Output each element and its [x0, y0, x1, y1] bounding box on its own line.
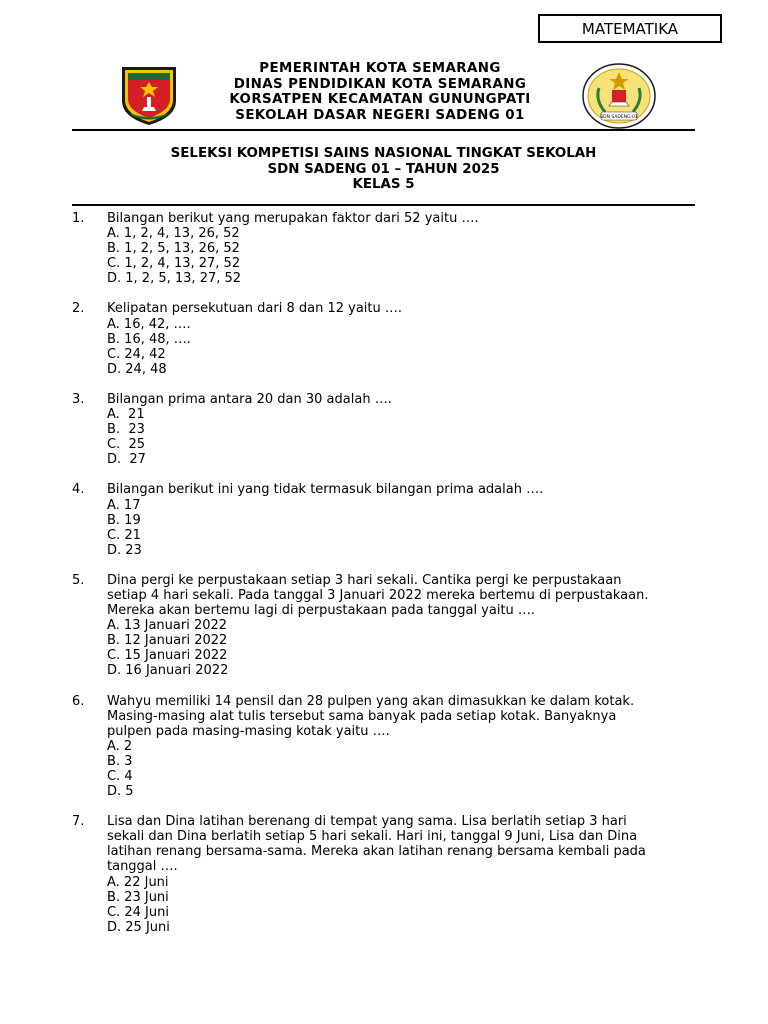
- answer-option: A. 22 Juni: [107, 874, 169, 890]
- answer-option: C. 24, 42: [107, 346, 166, 362]
- answer-option: C. 15 Januari 2022: [107, 648, 228, 664]
- answer-option: D. 16 Januari 2022: [107, 663, 229, 679]
- answer-option: C. 25: [107, 437, 146, 453]
- subject-label: MATEMATIKA: [538, 14, 722, 43]
- exam-title-line-3: KELAS 5: [352, 177, 415, 192]
- letterhead: [180, 61, 580, 123]
- answer-option: A. 13 Januari 2022: [107, 618, 228, 634]
- question-number: 5.: [72, 572, 85, 588]
- letterhead-line-1: PEMERINTAH KOTA SEMARANG: [259, 61, 501, 76]
- semarang-city-emblem-icon: [120, 65, 178, 127]
- exam-title-line-2: SDN SADENG 01 – TAHUN 2025: [267, 161, 500, 177]
- title-divider: [72, 204, 695, 206]
- answer-option: D. 27: [107, 452, 146, 468]
- answer-option: A. 21: [107, 407, 145, 423]
- question-text: Lisa dan Dina latihan berenang di tempat yang sama. Lisa berlatih setiap 3 hari: [107, 814, 627, 830]
- question-item: [72, 301, 692, 376]
- answer-option: C. 4: [107, 769, 133, 784]
- answer-option: B. 19: [107, 512, 141, 528]
- question-text: pulpen pada masing-masing kotak yaitu ….: [107, 723, 390, 739]
- question-item: [72, 211, 692, 286]
- question-text: latihan renang bersama-sama. Mereka akan latihan renang bersama kembali pada: [107, 844, 646, 860]
- question-item: [72, 694, 692, 800]
- question-number: 3.: [72, 391, 85, 407]
- exam-title: [72, 146, 695, 193]
- answer-option: B. 23 Juni: [107, 889, 169, 905]
- question-text: Dina pergi ke perpustakaan setiap 3 hari sekali. Cantika pergi ke perpustakaan: [107, 572, 622, 588]
- question-item: [72, 482, 692, 557]
- question-item: [72, 573, 692, 679]
- header-divider: [72, 129, 695, 131]
- question-item: [72, 392, 692, 467]
- question-text: Wahyu memiliki 14 pensil dan 28 pulpen yang akan dimasukkan ke dalam kotak.: [107, 693, 635, 709]
- question-text: Kelipatan persekutuan dari 8 dan 12 yaitu ….: [107, 301, 403, 317]
- question-number: 2.: [72, 301, 85, 317]
- question-text: setiap 4 hari sekali. Pada tanggal 3 Januari 2022 mereka bertemu di perpustakaan.: [107, 587, 649, 603]
- answer-option: B. 1, 2, 5, 13, 26, 52: [107, 241, 240, 257]
- school-emblem-label: SDN SADENG 01: [600, 115, 638, 120]
- question-text: sekali dan Dina berlatih setiap 5 hari sekali. Hari ini, tanggal 9 Juni, Lisa dan Dina: [107, 829, 638, 845]
- exam-title-line-1: SELEKSI KOMPETISI SAINS NASIONAL TINGKAT SEKOLAH: [170, 146, 597, 161]
- letterhead-line-2: DINAS PENDIDIKAN KOTA SEMARANG: [233, 76, 527, 92]
- question-text: tanggal ….: [107, 859, 178, 875]
- answer-option: A. 2: [107, 738, 133, 754]
- question-number: 4.: [72, 482, 85, 498]
- letterhead-line-4: SEKOLAH DASAR NEGERI SADENG 01: [235, 107, 525, 123]
- answer-option: D. 24, 48: [107, 361, 167, 377]
- school-emblem-icon: [581, 62, 657, 130]
- answer-option: D. 1, 2, 5, 13, 27, 52: [107, 271, 242, 287]
- question-text: Masing-masing alat tulis tersebut sama banyak pada setiap kotak. Banyaknya: [107, 708, 617, 724]
- answer-option: D. 23: [107, 542, 142, 558]
- answer-option: B. 3: [107, 753, 133, 769]
- question-text: Bilangan berikut ini yang tidak termasuk bilangan prima adalah ….: [107, 482, 544, 498]
- answer-option: B. 16, 48, ….: [107, 331, 191, 347]
- answer-option: A. 1, 2, 4, 13, 26, 52: [107, 226, 240, 242]
- answer-option: B. 12 Januari 2022: [107, 633, 228, 649]
- answer-option: B. 23: [107, 422, 145, 438]
- question-number: 7.: [72, 814, 85, 830]
- answer-option: D. 25 Juni: [107, 919, 170, 935]
- answer-option: C. 1, 2, 4, 13, 27, 52: [107, 256, 241, 272]
- answer-option: C. 24 Juni: [107, 904, 169, 920]
- question-item: [72, 814, 692, 935]
- answer-option: C. 21: [107, 527, 141, 543]
- letterhead-line-3: KORSATPEN KECAMATAN GUNUNGPATI: [229, 92, 531, 107]
- question-text: Mereka akan bertemu lagi di perpustakaan pada tanggal yaitu ….: [107, 603, 536, 619]
- question-text: Bilangan berikut yang merupakan faktor dari 52 yaitu ….: [107, 211, 479, 226]
- answer-option: A. 17: [107, 497, 141, 513]
- answer-option: A. 16, 42, ….: [107, 316, 191, 332]
- question-list: [72, 211, 692, 950]
- answer-option: D. 5: [107, 784, 134, 800]
- question-number: 1.: [72, 211, 85, 226]
- question-number: 6.: [72, 693, 85, 709]
- question-text: Bilangan prima antara 20 dan 30 adalah ….: [107, 391, 392, 407]
